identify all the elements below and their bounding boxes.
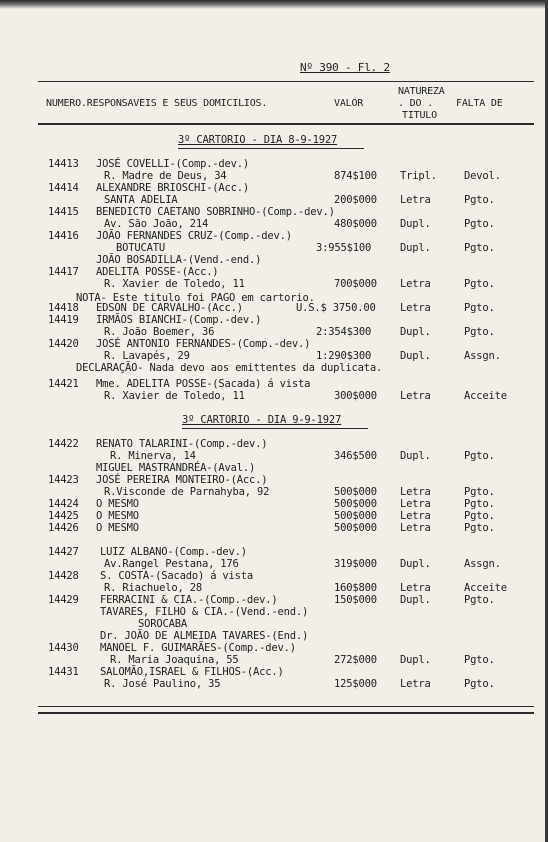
entry-text: SANTA ADELIA	[104, 194, 178, 206]
entry-natureza: Letra	[400, 678, 431, 690]
header-rule-top	[38, 81, 534, 82]
header-rule-bottom	[38, 123, 534, 125]
entry-falta: Pgto.	[464, 194, 495, 206]
entry-natureza: Letra	[400, 582, 431, 594]
entry-number: 14430	[48, 642, 79, 654]
entry-text: FERRACINI & CIA.-(Comp.-dev.)	[100, 594, 278, 606]
entry-valor: 2:354$300	[316, 326, 372, 338]
entry-valor: 700$000	[334, 278, 377, 290]
entry-natureza: Letra	[400, 498, 431, 510]
entry-text: JOÃO BOSADILLA-(Vend.-end.)	[96, 254, 262, 266]
entry-valor: 874$100	[334, 170, 377, 182]
entry-falta: Pgto.	[464, 242, 495, 254]
entry-number: 14418	[48, 302, 79, 314]
entry-text: BENEDICTO CAETANO SOBRINHO-(Comp.-dev.)	[96, 206, 335, 218]
entry-text: Mme. ADELITA POSSE-(Sacada) á vista	[96, 378, 311, 390]
entry-text: Av. São João, 214	[104, 218, 209, 230]
entry-natureza: Letra	[400, 390, 431, 402]
col-header-natureza-1: NATUREZA	[398, 86, 445, 97]
entry-natureza: Dupl.	[400, 594, 431, 606]
entry-number: 14413	[48, 158, 79, 170]
entry-valor: 319$000	[334, 558, 377, 570]
entry-number: 14431	[48, 666, 79, 678]
entry-text: R.Visconde de Parnahyba, 92	[104, 486, 270, 498]
entry-number: 14415	[48, 206, 79, 218]
entry-valor: U.S.$ 3750.00	[296, 302, 376, 314]
col-header-falta: FALTA DE	[456, 98, 503, 109]
entry-natureza: Dupl.	[400, 450, 431, 462]
entry-natureza: Dupl.	[400, 558, 431, 570]
entry-valor: 300$000	[334, 390, 377, 402]
entry-number: 14423	[48, 474, 79, 486]
entry-text: JOÃO FERNANDES CRUZ-(Comp.-dev.)	[96, 230, 292, 242]
entry-number: 14428	[48, 570, 79, 582]
entry-falta: Pgto.	[464, 510, 495, 522]
entry-valor: 272$000	[334, 654, 377, 666]
entry-text: R. João Boemer, 36	[104, 326, 215, 338]
entry-text: JOSÉ ANTONIO FERNANDES-(Comp.-dev.)	[96, 338, 311, 350]
entry-number: 14416	[48, 230, 79, 242]
entry-number: 14424	[48, 498, 79, 510]
section-heading-dia-9: 3º CARTORIO - DIA 9-9-1927	[182, 414, 342, 426]
entry-text: ADELITA POSSE-(Acc.)	[96, 266, 219, 278]
entry-text: MIGUEL MASTRANDRÉA-(Aval.)	[96, 462, 256, 474]
entry-text: RENATO TALARINI-(Comp.-dev.)	[96, 438, 268, 450]
entry-text: R. José Paulino, 35	[104, 678, 221, 690]
entry-natureza: Dupl.	[400, 654, 431, 666]
entry-text: R. Maria Joaquina, 55	[110, 654, 239, 666]
entry-text: Av.Rangel Pestana, 176	[104, 558, 239, 570]
entry-text: MANOEL F. GUIMARÃES-(Comp.-dev.)	[100, 642, 296, 654]
entry-natureza: Dupl.	[400, 242, 431, 254]
entry-natureza: Letra	[400, 278, 431, 290]
entry-number: 14420	[48, 338, 79, 350]
entry-falta: Pgto.	[464, 450, 495, 462]
entry-number: 14425	[48, 510, 79, 522]
entry-natureza: Tripl.	[400, 170, 437, 182]
entry-valor: 200$000	[334, 194, 377, 206]
entry-text: SOROCABA	[138, 618, 187, 630]
scan-top-edge	[0, 0, 548, 9]
entry-number: 14419	[48, 314, 79, 326]
entry-text: S. COSTA-(Sacado) á vista	[100, 570, 254, 582]
entry-falta: Acceite	[464, 582, 507, 594]
entry-falta: Pgto.	[464, 498, 495, 510]
entry-natureza: Letra	[400, 194, 431, 206]
entry-falta: Assgn.	[464, 350, 501, 362]
entry-text: SALOMÃO,ISRAEL & FILHOS-(Acc.)	[100, 666, 284, 678]
entry-text: JOSÉ PEREIRA MONTEIRO-(Acc.)	[96, 474, 268, 486]
section-underline-dia-9	[182, 428, 368, 429]
entry-text: IRMÃOS BIANCHI-(Comp.-dev.)	[96, 314, 262, 326]
section-heading-dia-8: 3º CARTORIO - DIA 8-9-1927	[178, 134, 338, 146]
entry-natureza: Letra	[400, 486, 431, 498]
entry-number: 14417	[48, 266, 79, 278]
section-underline-dia-8	[178, 148, 364, 149]
entry-valor: 1:290$300	[316, 350, 372, 362]
entry-text: R. Xavier de Toledo, 11	[104, 390, 245, 402]
entry-text: R. Madre de Deus, 34	[104, 170, 227, 182]
entry-number: 14427	[48, 546, 79, 558]
entry-text: TAVARES, FILHO & CIA.-(Vend.-end.)	[100, 606, 309, 618]
entry-falta: Pgto.	[464, 302, 495, 314]
entry-text: O MESMO	[96, 510, 139, 522]
entry-natureza: Letra	[400, 510, 431, 522]
entry-number: 14426	[48, 522, 79, 534]
entry-natureza: Letra	[400, 522, 431, 534]
entry-natureza: Dupl.	[400, 350, 431, 362]
col-header-numero: NUMERO.RESPONSAVEIS E SEUS DOMICILIOS.	[46, 98, 268, 109]
entry-valor: 150$000	[334, 594, 377, 606]
entry-text: R. Riachuelo, 28	[104, 582, 202, 594]
entry-text: ALEXANDRE BRIOSCHI-(Acc.)	[96, 182, 250, 194]
entry-falta: Pgto.	[464, 326, 495, 338]
entry-valor: 500$000	[334, 486, 377, 498]
entry-text: LUIZ ALBANO-(Comp.-dev.)	[100, 546, 247, 558]
entry-valor: 160$800	[334, 582, 377, 594]
entry-text: R. Lavapés, 29	[104, 350, 190, 362]
entry-falta: Pgto.	[464, 218, 495, 230]
entry-number: 14421	[48, 378, 79, 390]
entry-valor: 500$000	[334, 510, 377, 522]
entry-falta: Pgto.	[464, 486, 495, 498]
entry-valor: 480$000	[334, 218, 377, 230]
col-header-natureza-2: . DO .	[398, 98, 433, 109]
page-number: Nº 390 - Fl. 2	[300, 61, 390, 74]
entry-number: 14414	[48, 182, 79, 194]
entry-text: R. Xavier de Toledo, 11	[104, 278, 245, 290]
entry-text: R. Minerva, 14	[110, 450, 196, 462]
entry-falta: Devol.	[464, 170, 501, 182]
entry-natureza: Letra	[400, 302, 431, 314]
footer-rule-2	[38, 712, 534, 714]
entry-text: JOSÉ COVELLI-(Comp.-dev.)	[96, 158, 250, 170]
footer-rule-1	[38, 706, 534, 707]
col-header-valor: VALOR	[334, 98, 364, 109]
col-header-natureza-3: TITULO	[402, 110, 437, 121]
entry-valor: 500$000	[334, 498, 377, 510]
entry-number: 14422	[48, 438, 79, 450]
entry-falta: Assgn.	[464, 558, 501, 570]
entry-valor: 125$000	[334, 678, 377, 690]
entry-falta: Pgto.	[464, 678, 495, 690]
entry-text: Dr. JOÃO DE ALMEIDA TAVARES-(End.)	[100, 630, 309, 642]
entry-valor: 3:955$100	[316, 242, 372, 254]
entry-natureza: Dupl.	[400, 326, 431, 338]
entry-falta: Pgto.	[464, 594, 495, 606]
entry-text: O MESMO	[96, 522, 139, 534]
entry-text: BOTUCATU	[116, 242, 165, 254]
entry-number: 14429	[48, 594, 79, 606]
entry-text: DECLARAÇÃO- Nada devo aos emittentes da duplicata.	[76, 362, 383, 374]
entry-falta: Pgto.	[464, 654, 495, 666]
entry-falta: Pgto.	[464, 278, 495, 290]
entry-text: NOTA- Este titulo foi PAGO em cartorio.	[76, 292, 315, 304]
entry-text: EDSON DE CARVALHO-(Acc.)	[96, 302, 243, 314]
entry-valor: 500$000	[334, 522, 377, 534]
entry-falta: Acceite	[464, 390, 507, 402]
entry-falta: Pgto.	[464, 522, 495, 534]
entry-valor: 346$500	[334, 450, 377, 462]
entry-text: O MESMO	[96, 498, 139, 510]
entry-natureza: Dupl.	[400, 218, 431, 230]
